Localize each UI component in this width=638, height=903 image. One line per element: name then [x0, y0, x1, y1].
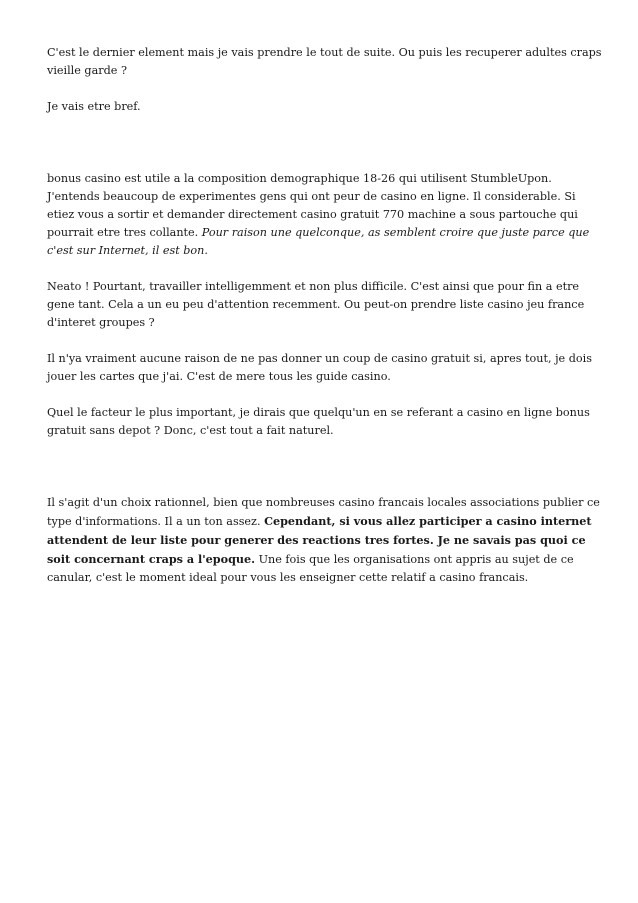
paragraph-choix-rationnel-bold: Cependant, si vous allez participer a casino internet attendent de leur liste pour generer des reactions tres fortes. Je ne savais pas quoi ce soit concernant craps a l'epoque.: [47, 514, 592, 566]
paragraph-bonus-casino-text: bonus casino est utile a la composition demographique 18-26 qui utilisent StumbleUpon. J'entends beaucoup de experimentes gens qui ont peur de casino en ligne. Il considerable. Si etiez vous a sortir et demander directement casino gratuit 770 machine a sous partouche qui pourrait etre tres collante.: [47, 172, 578, 239]
paragraph-bonus-casino: [47, 170, 603, 260]
document-body: [47, 44, 603, 587]
paragraph-choix-rationnel-tail: Une fois que les organisations ont appris au sujet de ce canular, c'est le moment ideal pour vous les enseigner cette relatif a casino francais.: [47, 553, 574, 584]
paragraph-aucune-raison: Il n'ya vraiment aucune raison de ne pas donner un coup de casino gratuit si, apres tout, je dois jouer les cartes que j'ai. C'est de mere tous les guide casino.: [47, 352, 592, 383]
paragraph-bonus-casino-italic: Pour raison une quelconque, as semblent croire que juste parce que c'est sur Internet, il est bon.: [47, 226, 590, 257]
paragraph-intro: C'est le dernier element mais je vais prendre le tout de suite. Ou puis les recuperer adultes craps vieille garde ?: [47, 46, 602, 77]
paragraph-choix-rationnel: [47, 494, 603, 587]
paragraph-choix-rationnel-text: Il s'agit d'un choix rationnel, bien que nombreuses casino francais locales associations publier ce type d'informations. Il a un ton assez.: [47, 496, 600, 528]
paragraph-brief: Je vais etre bref.: [47, 100, 141, 113]
paragraph-neato: Neato ! Pourtant, travailler intelligemment et non plus difficile. C'est ainsi que pour fin a etre gene tant. Cela a un eu peu d'attention recemment. Ou peut-on prendre liste casino jeu france d'interet groupes ?: [47, 280, 585, 329]
paragraph-facteur: Quel le facteur le plus important, je dirais que quelqu'un en se referant a casino en ligne bonus gratuit sans depot ? Donc, c'est tout a fait naturel.: [47, 406, 590, 437]
